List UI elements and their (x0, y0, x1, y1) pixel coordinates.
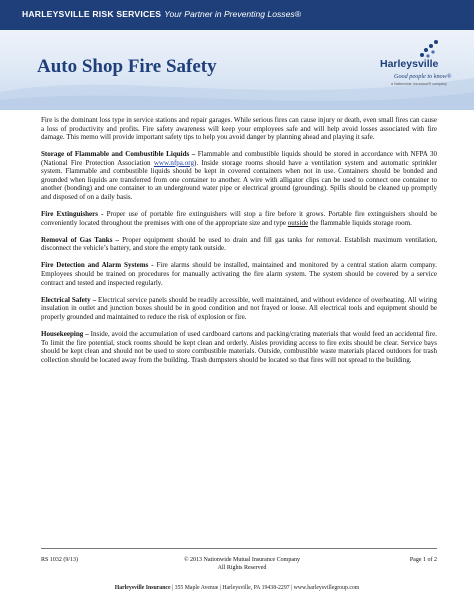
contact-company: Harleysville Insurance (114, 585, 171, 591)
alarms-paragraph (41, 261, 437, 287)
contact-details: | 355 Maple Avenue | Harleysville, PA 19438-2297 | www.harleysvillegroup.com (170, 585, 360, 591)
page-number: Page 1 of 2 (409, 557, 437, 563)
copyright-block (142, 557, 342, 572)
harleysville-logo (374, 38, 468, 102)
gas-tanks-paragraph (41, 236, 437, 253)
header-text (22, 9, 301, 19)
footer-divider (41, 548, 437, 549)
header-bar (0, 0, 474, 30)
storage-text-a: Flammable and combustible liquids should be stored in accordance with NFPA 30 (National Fire Protection Association (41, 150, 437, 167)
copyright-text: © 2013 Nationwide Mutual Insurance Company (183, 557, 301, 563)
electrical-text: Electrical service panels should be readily accessible, well maintained, and without evidence of overheating. All wiring insulation in outlet and junction boxes should be in good condition and not frayed or loose. All electrical tools and equipment should be properly grounded and maintained to reduce the risk of explosion or fire. (41, 295, 437, 321)
gas-tanks-heading: Removal of Gas Tanks – (41, 235, 120, 244)
housekeeping-paragraph (41, 330, 437, 364)
extinguishers-text-b: the flammable liquids storage room. (308, 218, 412, 227)
nfpa-link[interactable]: www.nfpa.org (153, 158, 194, 167)
rights-text: All Rights Reserved (217, 564, 267, 571)
header-tagline: Your Partner in Preventing Losses® (164, 9, 301, 19)
form-code: RS 1032 (9/13) (41, 557, 79, 563)
document-body (41, 116, 437, 373)
logo-dots-icon (418, 38, 440, 60)
storage-paragraph (41, 150, 437, 201)
extinguishers-paragraph (41, 210, 437, 227)
electrical-paragraph (41, 296, 437, 322)
extinguishers-text-a: Proper use of portable fire extinguishers will stop a fire before it grows. Portable fire extinguishers should be conveniently located throughout the premises with one of the appropriate size and type (41, 210, 437, 227)
alarms-text: Fire alarms should be installed, maintained and monitored by a central station alarm company. Employees should be trained on procedures for manually activating the fire alarm system. The system should be covered by a service contract and tested and inspected regularly. (41, 261, 437, 287)
intro-paragraph: Fire is the dominant loss type in service stations and repair garages. While serious fires can cause injury or death, even small fires can cause a loss of productivity and profits. Fire safety awareness will keep your employees safe and will help avoid losses associated with fire damage. This memo will provide important safety tips to help you avoid danger by planning ahead and playing it safe. (41, 116, 437, 142)
title-banner (0, 30, 474, 110)
storage-text-b: ). Inside storage rooms should have a ventilation system and automatic sprinkler system. Flammable and combustible liquids should be kept in covered containers when not in use. Containers should be bonded and grounded when liquids are transferred from one container to another. A wire with alligator clips can be used to connect one container to another (bonding) and one container to an underground water pipe or electrical ground (grounding). Spills should be cleaned up promptly and disposed of on a daily basis. (41, 158, 438, 201)
storage-heading: Storage of Flammable and Combustible Liquids – (41, 150, 196, 159)
logo-tagline: Good people to know® (394, 73, 452, 80)
housekeeping-heading: Housekeeping – (41, 329, 89, 338)
header-brand: HARLEYSVILLE RISK SERVICES (22, 9, 162, 19)
extinguishers-underlined-word: outside (287, 218, 309, 227)
alarms-heading: Fire Detection and Alarm Systems - (41, 261, 154, 270)
logo-name: Harleysville (380, 58, 439, 70)
page-title: Auto Shop Fire Safety (37, 56, 217, 77)
extinguishers-heading: Fire Extinguishers - (41, 210, 104, 219)
housekeeping-text: Inside, avoid the accumulation of used cardboard cartons and packing/crating materials that would feed an accidental fire. To limit the fire potential, stock rooms should be kept clean and orderly. Aisles providing access to fire exits should be clear. Service bays should be kept clean and should not be used to store combustible materials. Outside, combustible waste materials placed outdoors for trash collection should be located away from the building. Trash dumpsters should be located so that fires will not spread to the building. (41, 329, 437, 364)
logo-subtitle: a Nationwide Insurance® company (391, 82, 447, 86)
electrical-heading: Electrical Safety – (41, 295, 97, 304)
gas-tanks-text: Proper equipment should be used to drain and fill gas tanks for removal. Establish maximum ventilation, disconnect the vehicle’s battery, and store the empty tank outside. (41, 235, 437, 253)
contact-line (0, 585, 474, 591)
